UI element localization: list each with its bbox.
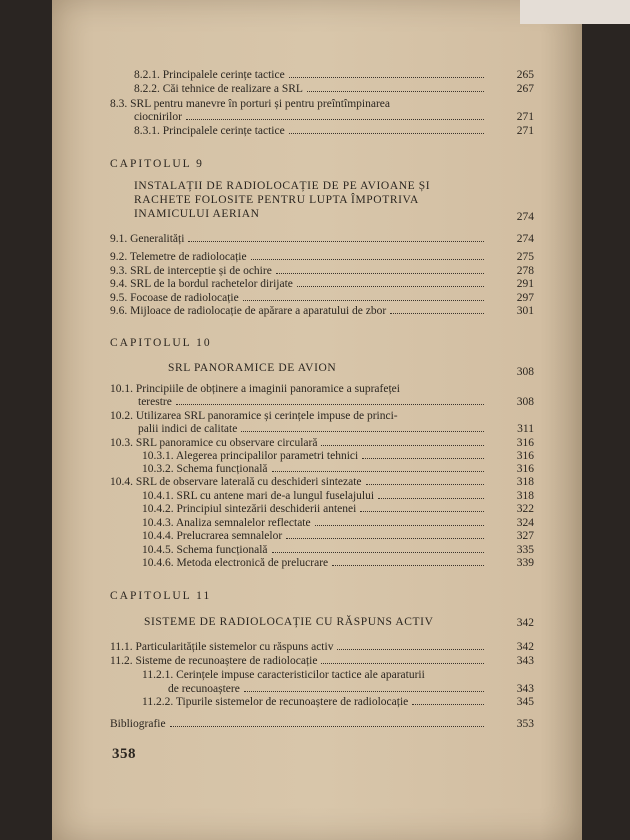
entry-number: 9.1. [110, 233, 131, 245]
toc-entry [142, 530, 484, 543]
entry-number: 11.2.2. [142, 696, 176, 708]
dot-leader [286, 538, 484, 539]
toc-entry [134, 83, 484, 96]
chapter-title-line: RACHETE FOLOSITE PENTRU LUPTA ÎMPOTRIVA [134, 194, 419, 206]
entry-page: 274 [516, 233, 534, 245]
entry-number: 10.4. [110, 476, 136, 488]
dot-leader [337, 649, 484, 650]
entry-page: 291 [516, 278, 534, 290]
toc-entry [142, 669, 425, 682]
entry-number: 10.3. [110, 437, 136, 449]
entry-page: 316 [516, 437, 534, 449]
entry-title: SRL panoramice cu observare circulară [135, 437, 318, 449]
entry-number: 10.2. [110, 410, 136, 422]
toc-entry [138, 423, 484, 436]
entry-title: Tipurile sistemelor de recunoaștere de radiolocație [175, 696, 409, 708]
entry-page: 271 [516, 125, 534, 137]
dot-leader [176, 404, 484, 405]
entry-title: Prelucrarea semnalelor [176, 530, 283, 542]
entry-number: 10.4.2. [142, 503, 177, 515]
entry-number: 10.3.1. [142, 450, 176, 462]
entry-page: 342 [516, 641, 534, 653]
toc-entry [142, 450, 484, 463]
entry-number: 10.1. [110, 383, 136, 395]
entry-page: 318 [516, 490, 534, 502]
entry-number: 8.3. [110, 98, 131, 110]
entry-number: 10.4.3. [142, 517, 176, 529]
toc-entry [110, 278, 484, 291]
entry-page: 316 [516, 450, 534, 462]
entry-page: 327 [516, 530, 534, 542]
entry-page: 316 [516, 463, 534, 475]
entry-page: 274 [516, 211, 534, 223]
entry-number: 9.6. [110, 305, 131, 317]
toc-entry [168, 683, 484, 696]
toc-entry [110, 292, 484, 305]
dot-leader [332, 565, 484, 566]
entry-page: 267 [516, 83, 534, 95]
entry-page: 265 [516, 69, 534, 81]
entry-page: 278 [516, 265, 534, 277]
dot-leader [241, 431, 484, 432]
dot-leader [412, 704, 484, 705]
chapter-title-line: SISTEME DE RADIOLOCAȚIE CU RĂSPUNS ACTIV [144, 616, 434, 628]
entry-title: terestre [138, 396, 172, 408]
entry-title: ciocnirilor [134, 111, 182, 123]
entry-page: 297 [516, 292, 534, 304]
toc-entry [134, 69, 484, 82]
background-strip [520, 0, 630, 24]
entry-page: 322 [516, 503, 534, 515]
entry-page: 335 [516, 544, 534, 556]
entry-title: Căi tehnice de realizare a SRL [162, 83, 303, 95]
toc-entry [138, 396, 484, 409]
dot-leader [321, 445, 484, 446]
chapter-title-line: SRL PANORAMICE DE AVION [168, 362, 337, 374]
page-number: 358 [112, 746, 136, 762]
entry-number: 9.5. [110, 292, 131, 304]
entry-number: 10.4.5. [142, 544, 177, 556]
entry-page: 308 [516, 366, 534, 378]
dot-leader [297, 286, 484, 287]
entry-number: 9.3. [110, 265, 131, 277]
dot-leader [186, 119, 484, 120]
dot-leader [272, 471, 484, 472]
toc-entry [142, 490, 484, 503]
entry-title: SRL de interceptie și de ochire [130, 265, 272, 277]
toc-entry [110, 233, 484, 246]
chapter-title-line: INAMICULUI AERIAN [134, 208, 260, 220]
chapter-heading: CAPITOLUL 9 [110, 158, 204, 170]
dot-leader [366, 484, 484, 485]
toc-entry [110, 655, 484, 668]
entry-title: SRL de la bordul rachetelor dirijate [130, 278, 293, 290]
entry-title: palii indici de calitate [138, 423, 238, 435]
toc-entry [142, 544, 484, 557]
dot-leader [188, 241, 484, 242]
entry-number: 8.2.1. [134, 69, 163, 81]
toc-entry [134, 111, 484, 124]
toc-entry [110, 265, 484, 278]
dot-leader [289, 77, 484, 78]
entry-number: 10.4.4. [142, 530, 177, 542]
entry-title: Principiile de obținere a imaginii panoramice a suprafeței [135, 383, 400, 395]
entry-title: Particularitățile sistemelor cu răspuns activ [135, 641, 334, 653]
entry-page: 324 [516, 517, 534, 529]
chapter-heading: CAPITOLUL 10 [110, 337, 212, 349]
entry-title: Alegerea principalilor parametri tehnici [175, 450, 359, 462]
entry-title: Bibliografie [110, 718, 166, 730]
dot-leader [289, 133, 484, 134]
toc-entry [110, 476, 484, 489]
entry-page: 318 [516, 476, 534, 488]
toc-entry [110, 437, 484, 450]
entry-title: Generalități [130, 233, 185, 245]
entry-page: 301 [516, 305, 534, 317]
entry-title: Sisteme de recunoaștere de radiolocație [135, 655, 318, 667]
entry-page: 271 [516, 111, 534, 123]
entry-title: Principiul sintezării deschiderii antenei [176, 503, 357, 515]
toc-entry [110, 251, 484, 264]
entry-page: 353 [516, 718, 534, 730]
dot-leader [378, 498, 484, 499]
dot-leader [272, 552, 484, 553]
entry-title: Telemetre de radiolocație [129, 251, 247, 263]
entry-title: Schema funcțională [176, 463, 268, 475]
entry-title: Metoda electronică de prelucrare [176, 557, 329, 569]
toc-entry [142, 517, 484, 530]
dot-leader [315, 525, 484, 526]
entry-number: 8.3.1. [134, 125, 163, 137]
entry-title: Focoase de radiolocație [130, 292, 239, 304]
entry-title: Principalele cerințe tactice [162, 125, 285, 137]
toc-entry [142, 503, 484, 516]
dot-leader [390, 313, 484, 314]
toc-entry [134, 125, 484, 138]
toc-entry [110, 641, 484, 654]
chapter-heading: CAPITOLUL 11 [110, 590, 212, 602]
dot-leader [321, 663, 484, 664]
dot-leader [251, 259, 484, 260]
toc-entry [142, 463, 484, 476]
entry-number: 10.4.6. [142, 557, 177, 569]
toc-entry [142, 557, 484, 570]
entry-title: Principalele cerințe tactice [162, 69, 285, 81]
entry-page: 342 [516, 617, 534, 629]
dot-leader [170, 726, 484, 727]
toc-entry [110, 383, 400, 396]
dot-leader [307, 91, 484, 92]
entry-number: 11.2. [110, 655, 136, 667]
entry-title: SRL pentru manevre în porturi și pentru preîntîmpinarea [130, 98, 390, 110]
toc-entry [110, 305, 484, 318]
entry-page: 275 [516, 251, 534, 263]
entry-page: 339 [516, 557, 534, 569]
chapter-title-line: INSTALAȚII DE RADIOLOCAȚIE DE PE AVIOANE ȘI [134, 180, 431, 192]
entry-title: Analiza semnalelor reflectate [175, 517, 311, 529]
entry-page: 308 [516, 396, 534, 408]
toc-entry [110, 410, 398, 423]
toc-entry [110, 98, 390, 111]
dot-leader [243, 300, 484, 301]
entry-title: de recunoaștere [168, 683, 240, 695]
toc-entry [110, 718, 484, 731]
entry-page: 343 [516, 655, 534, 667]
entry-number: 9.2. [110, 251, 130, 263]
dot-leader [360, 511, 484, 512]
entry-page: 345 [516, 696, 534, 708]
entry-page: 343 [516, 683, 534, 695]
entry-title: SRL de observare laterală cu deschideri sintezate [135, 476, 362, 488]
entry-title: Utilizarea SRL panoramice și cerințele impuse de princi- [135, 410, 398, 422]
entry-number: 10.3.2. [142, 463, 177, 475]
entry-title: Mijloace de radiolocație de apărare a aparatului de zbor [130, 305, 387, 317]
entry-number: 10.4.1. [142, 490, 177, 502]
entry-number: 8.2.2. [134, 83, 163, 95]
dot-leader [276, 273, 484, 274]
entry-number: 11.2.1. [142, 669, 177, 681]
toc-entry [142, 696, 484, 709]
entry-page: 311 [517, 423, 534, 435]
dot-leader [244, 691, 484, 692]
entry-number: 11.1. [110, 641, 136, 653]
entry-title: Schema funcțională [176, 544, 268, 556]
entry-number: 9.4. [110, 278, 131, 290]
dot-leader [362, 458, 484, 459]
entry-title: SRL cu antene mari de-a lungul fuselajului [176, 490, 375, 502]
entry-title: Cerințele impuse caracteristicilor tactice ale aparaturii [176, 669, 425, 681]
